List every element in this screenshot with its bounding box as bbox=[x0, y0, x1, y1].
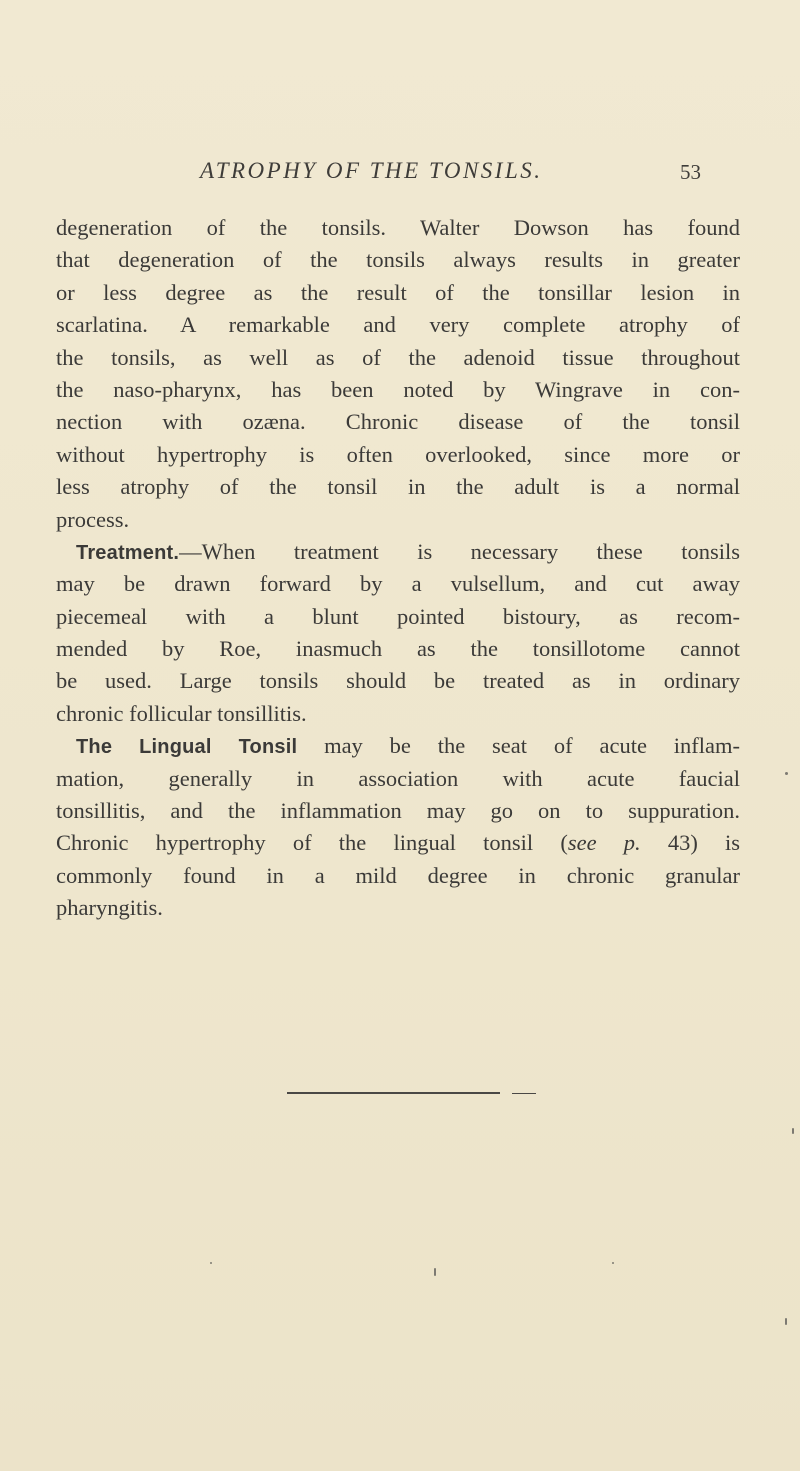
paper-speck bbox=[612, 1262, 614, 1264]
text-run: may be the seat of acute inflam- bbox=[297, 733, 740, 759]
text-line: that degeneration of the tonsils always results in greater bbox=[56, 247, 740, 273]
paper-speck bbox=[785, 772, 788, 775]
text-line: pharyngitis. bbox=[56, 895, 163, 921]
treatment-heading: Treatment. bbox=[76, 541, 180, 564]
section-end-rule-fragment bbox=[512, 1093, 536, 1094]
running-title: ATROPHY OF THE TONSILS. bbox=[200, 158, 543, 183]
text-run: —When treatment is necessary these tonsils bbox=[179, 538, 740, 564]
text-run: Chronic hypertrophy of the lingual tonsil ( bbox=[56, 830, 568, 856]
page-number: 53 bbox=[680, 160, 701, 184]
lingual-tonsil-heading: The Lingual Tonsil bbox=[76, 736, 298, 759]
text-line: piecemeal with a blunt pointed bistoury, as recom- bbox=[56, 603, 740, 629]
text-line: may be drawn forward by a vulsellum, and cut away bbox=[56, 571, 740, 597]
page-reference: see p. bbox=[567, 830, 641, 856]
text-line: the naso-pharynx, has been noted by Wingrave in con- bbox=[56, 376, 740, 402]
text-line: tonsillitis, and the inflammation may go on to suppuration. bbox=[56, 798, 740, 824]
paper-speck bbox=[434, 1268, 436, 1276]
paper-speck bbox=[785, 1318, 787, 1325]
text-line: mation, generally in association with acute faucial bbox=[56, 765, 740, 791]
running-head bbox=[0, 158, 800, 198]
text-line: degeneration of the tonsils. Walter Dowson has found bbox=[56, 215, 740, 240]
text-line: less atrophy of the tonsil in the adult is a normal bbox=[56, 474, 740, 500]
text-line: be used. Large tonsils should be treated as in ordinary bbox=[56, 668, 740, 694]
text-line: scarlatina. A remarkable and very complete atrophy of bbox=[56, 312, 740, 338]
paper-speck bbox=[210, 1262, 212, 1264]
text-line: chronic follicular tonsillitis. bbox=[56, 700, 307, 726]
text-line: without hypertrophy is often overlooked, since more or bbox=[56, 441, 740, 467]
section-end-rule bbox=[287, 1092, 500, 1094]
text-line: commonly found in a mild degree in chronic granular bbox=[56, 862, 740, 888]
body-text bbox=[56, 212, 740, 925]
text-line: mended by Roe, inasmuch as the tonsillotome cannot bbox=[56, 636, 740, 662]
text-line-with-reference bbox=[56, 827, 740, 859]
text-line: nection with ozæna. Chronic disease of the tonsil bbox=[56, 409, 740, 435]
text-line: process. bbox=[56, 506, 130, 532]
paper-speck bbox=[792, 1128, 794, 1134]
lingual-paragraph-first-line bbox=[56, 730, 740, 762]
treatment-paragraph-first-line bbox=[56, 536, 740, 568]
text-run: 43) is bbox=[640, 830, 741, 856]
text-line: or less degree as the result of the tonsillar lesion in bbox=[56, 279, 740, 305]
text-line: the tonsils, as well as of the adenoid tissue throughout bbox=[56, 344, 740, 370]
